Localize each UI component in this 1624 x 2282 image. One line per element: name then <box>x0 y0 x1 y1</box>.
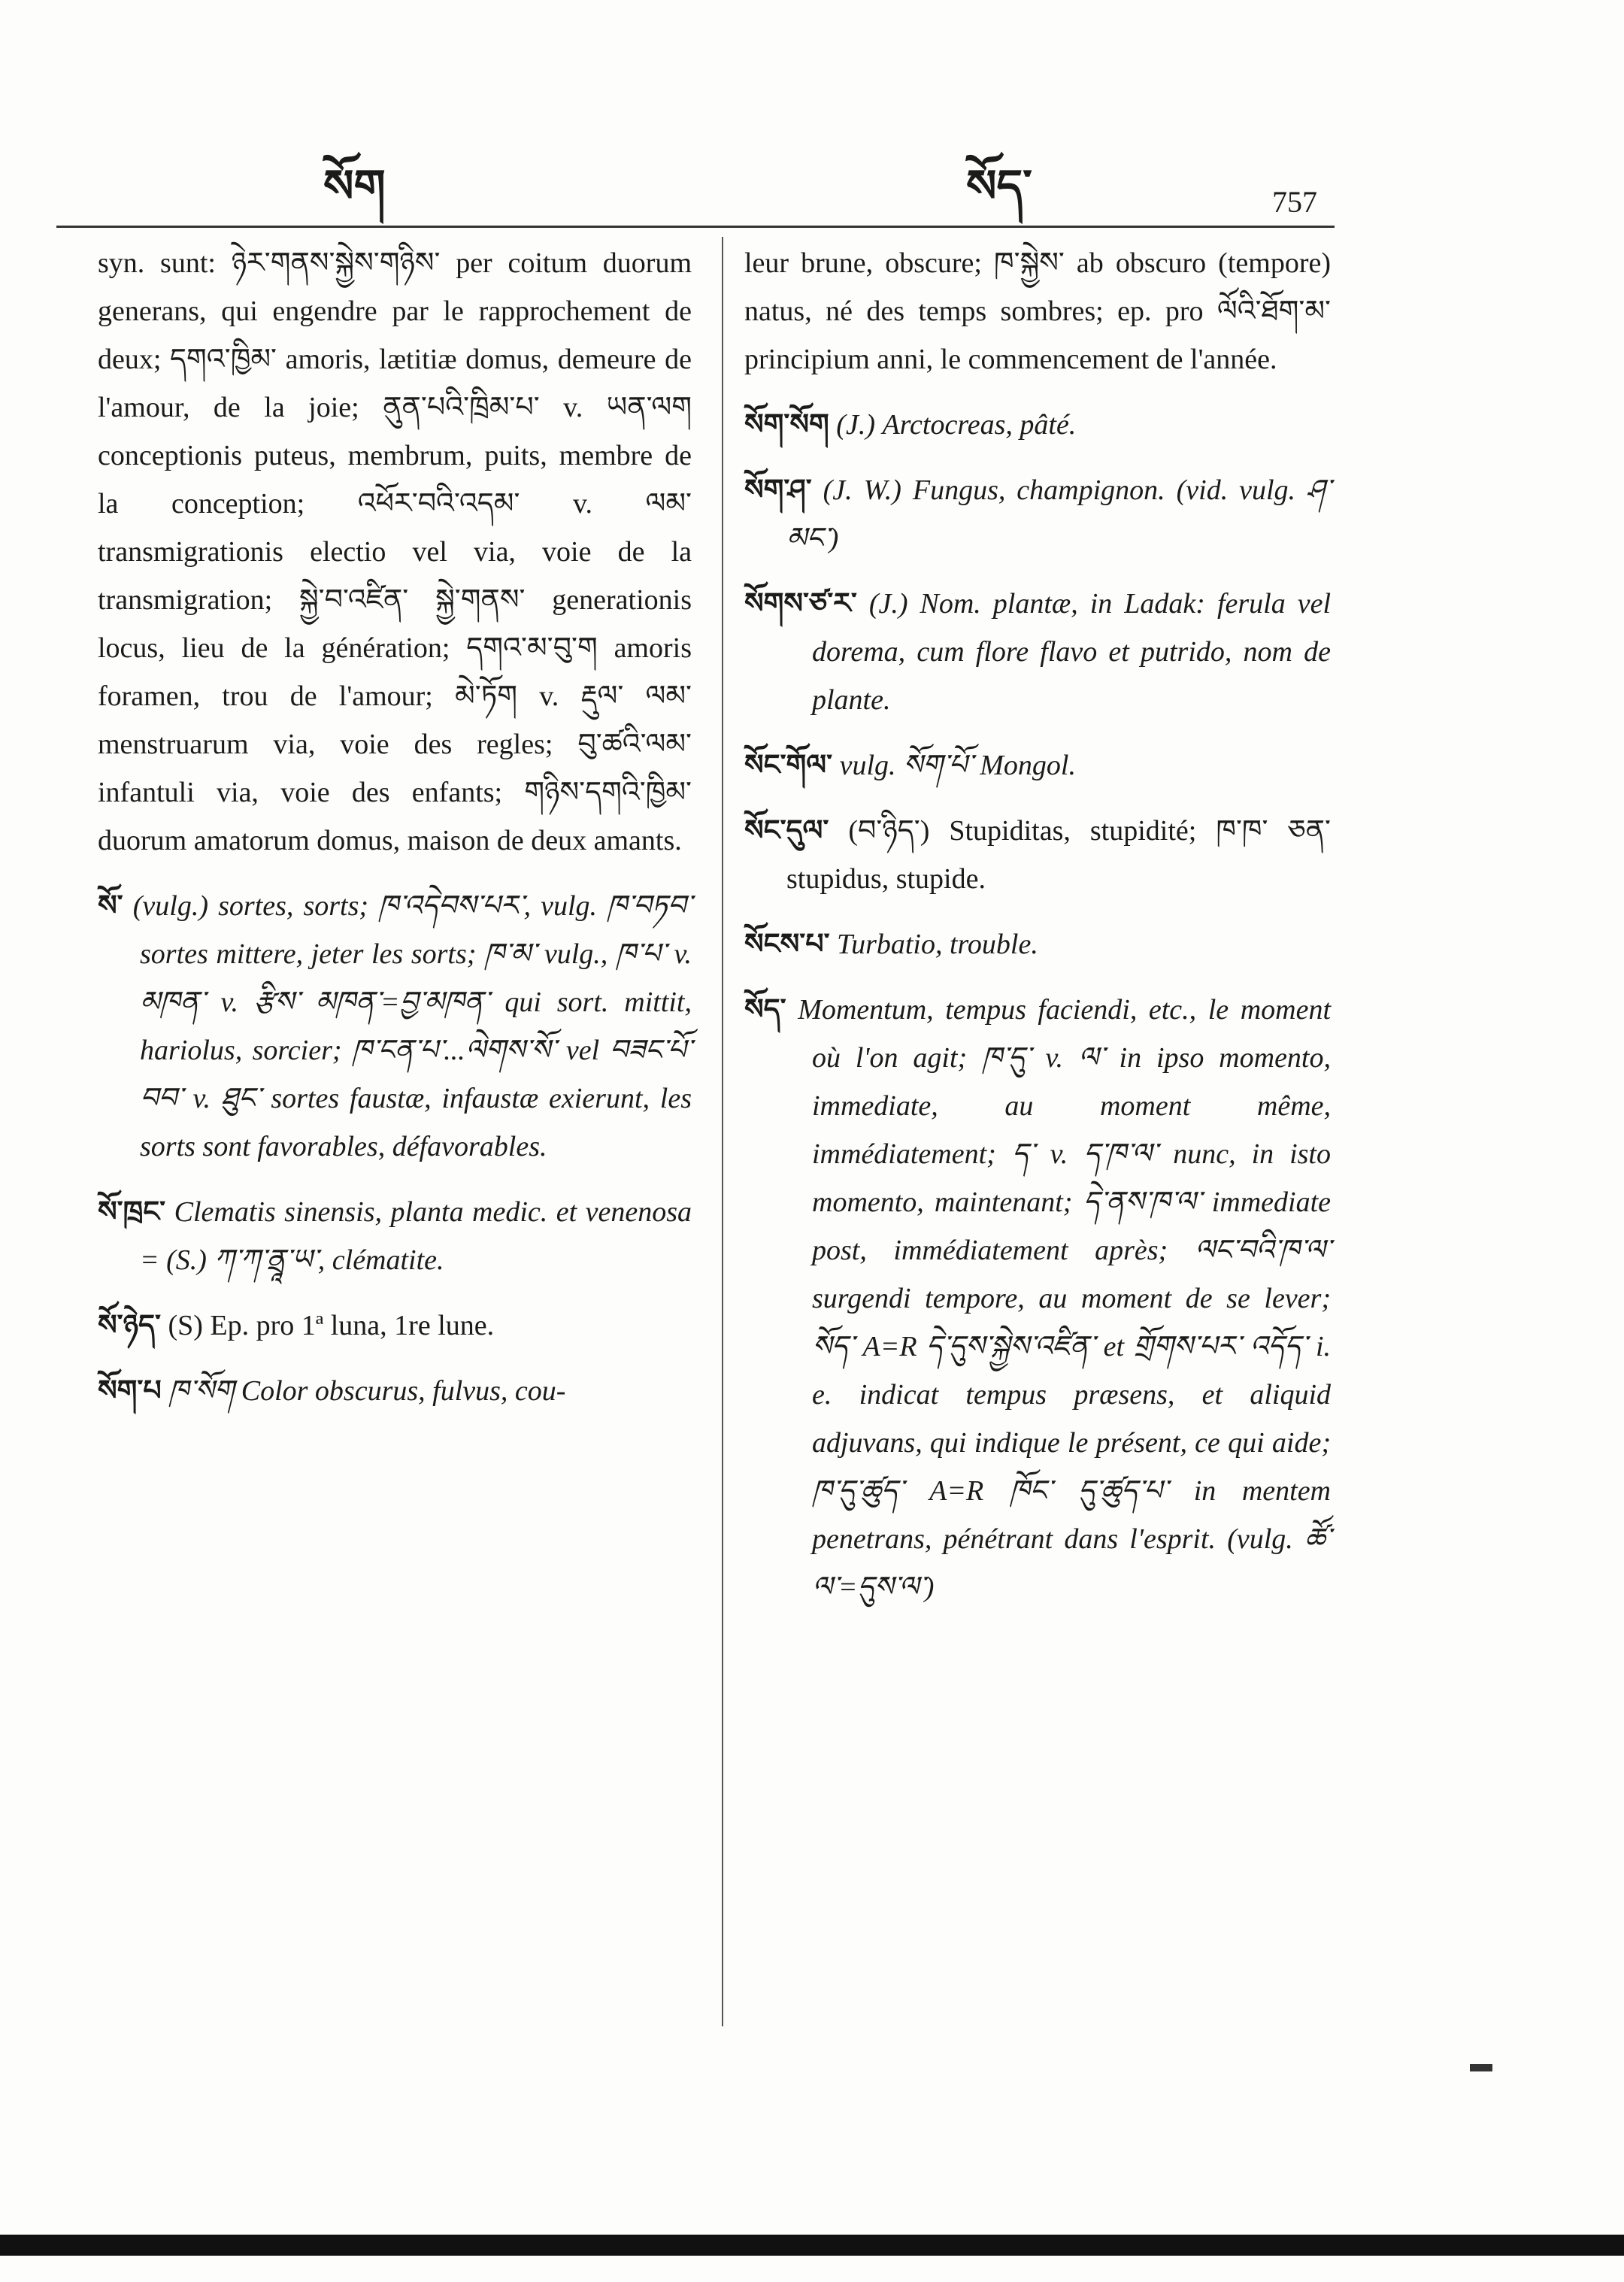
dictionary-entry <box>98 239 692 865</box>
right-column <box>744 239 1331 1628</box>
entry-text: leur brune, obscure; ཁ་སྐྱེས་ ab obscuro (tempore) natus, né des temps sombres; ep. pro ལོའི་ཐོག་མ་ principium anni, le commencement de l'année. <box>744 247 1331 375</box>
entry-headword: སོག་སོག <box>744 408 829 441</box>
dictionary-entry <box>98 881 692 1171</box>
header-rule <box>56 226 1335 228</box>
entry-headword: སོ་ <box>98 889 123 922</box>
dictionary-entry <box>744 741 1331 789</box>
entry-headword: སོ་ཁྲང་ <box>98 1195 166 1228</box>
entry-text: (vulg.) sortes, sorts; ཁ་འདེབས་པར་, vulg. ཁ་བཏབ་ sortes mittere, jeter les sorts; ཁ་མ་ vulg., ཁ་པ་ v. མཁན་ v. རྩིས་ མཁན་=བྱ་མཁན་ qui sort. mittit, hariolus, sorcier; ཁ་ངན་པ་...ལེགས་སོ་ vel བཟང་པོ་བབ་ v. ཐུང་ sortes faustæ, infaustæ exierunt, les sorts sont favorables, défavorables. <box>132 890 692 1162</box>
entry-headword: སོགས་ཙ་ར་ <box>744 586 857 620</box>
entry-text: syn. sunt: ཉེར་གནས་སྐྱེས་གཉིས་ per coitum duorum generans, qui engendre par le rapprochement de deux; དགའ་ཁྱིམ་ amoris, lætitiæ domus, demeure de l'amour, de la joie; ནུན་པའི་ཁྲིམ་པ་ v. ཡན་ལག conceptionis puteus, membrum, puits, membre de la conception; འཕོར་བའི་འདམ་ v. ལམ་ transmigrationis electio vel via, voie de la transmigration; སྐྱེ་བ་འཛིན་ སྐྱེ་གནས་ generationis locus, lieu de la génération; དགའ་མ་བུ་ག amoris foramen, trou de l'amour; མེ་ཏོག v. རྡུལ་ ལམ་ menstruarum via, voie des regles; བུ་ཚའི་ལམ་ infantuli via, voie des enfants; གཉིས་དགའི་ཁྱིམ་ duorum amatorum domus, maison de deux amants. <box>98 247 692 856</box>
page-number: 757 <box>1272 185 1317 219</box>
entry-headword: སོང་གོལ་ <box>744 748 833 781</box>
dictionary-entry <box>744 985 1331 1611</box>
entry-text: Clematis sinensis, planta medic. et venenosa = (S.) ཀ་ཀ་ནྲཱ་ཡ་, clématite. <box>140 1196 692 1276</box>
dictionary-entry <box>744 239 1331 383</box>
entry-text: Turbatio, trouble. <box>837 929 1038 960</box>
left-column <box>98 239 692 1432</box>
entry-text: Momentum, tempus faciendi, etc., le moment où l'on agit; ཁ་དུ་ v. ལ་ in ipso momento, immediate, au moment même, immédiatement; ད་ v. ད་ཁ་ལ་ nunc, in isto momento, maintenant; དེ་ནས་ཁ་ལ་ immediate post, immédiatement après; ལང་བའི་ཁ་ལ་ surgendi tempore, au moment de se lever; སོད་ A=R དེ་དུས་སྐྱེས་འཛིན་ et གྲོགས་པར་ འདོད་ i. e. indicat tempus præsens, et aliquid adjuvans, qui indique le présent, ce qui aide; ཁ་དུ་ཚུད་ A=R ཁོང་ དུ་ཚུད་པ་ in mentem penetrans, pénétrant dans l'esprit. (vulg. ཚོ་ལ་=དུས་ལ་) <box>798 994 1332 1603</box>
dictionary-entry <box>98 1366 692 1415</box>
entry-headword: སོག་པ <box>98 1374 162 1407</box>
entry-text: (J.) Nom. plantæ, in Ladak: ferula vel dorema, cum flore flavo et putrido, nom de plante. <box>812 588 1331 716</box>
margin-mark <box>1470 2064 1492 2071</box>
dictionary-entry <box>744 920 1331 968</box>
entry-text: (J.) Arctocreas, pâté. <box>836 409 1077 441</box>
entry-text: (J. W.) Fungus, champignon. (vid. vulg. ཤ་མང་) <box>786 474 1331 554</box>
running-head-left: སོག <box>323 160 386 213</box>
entry-text: (S) Ep. pro 1ª luna, 1re lune. <box>168 1310 495 1341</box>
dictionary-entry <box>744 400 1331 449</box>
entry-headword: སོ་ཉེད་ <box>98 1308 161 1341</box>
entry-headword: སོངས་པ་ <box>744 927 830 960</box>
entry-headword: སོག་ཤ་ <box>744 473 812 506</box>
entry-text: (བ་ཉིད་) Stupiditas, stupidité; ཁ་ཁ་ ཅན་ stupidus, stupide. <box>786 815 1332 895</box>
running-head-right: སོད་ <box>966 160 1032 213</box>
entry-text: ཁ་སོག Color obscurus, fulvus, cou- <box>168 1375 566 1407</box>
dictionary-entry <box>744 465 1331 562</box>
dictionary-entry <box>98 1187 692 1284</box>
dictionary-entry <box>98 1301 692 1350</box>
entry-headword: སོད་ <box>744 993 786 1026</box>
dictionary-entry <box>744 806 1331 903</box>
column-divider <box>722 237 723 2026</box>
entry-text: vulg. སོག་པོ་ Mongol. <box>839 750 1076 781</box>
scan-edge-bar <box>0 2235 1624 2256</box>
entry-headword: སོང་དུལ་ <box>744 814 829 847</box>
dictionary-entry <box>744 579 1331 724</box>
